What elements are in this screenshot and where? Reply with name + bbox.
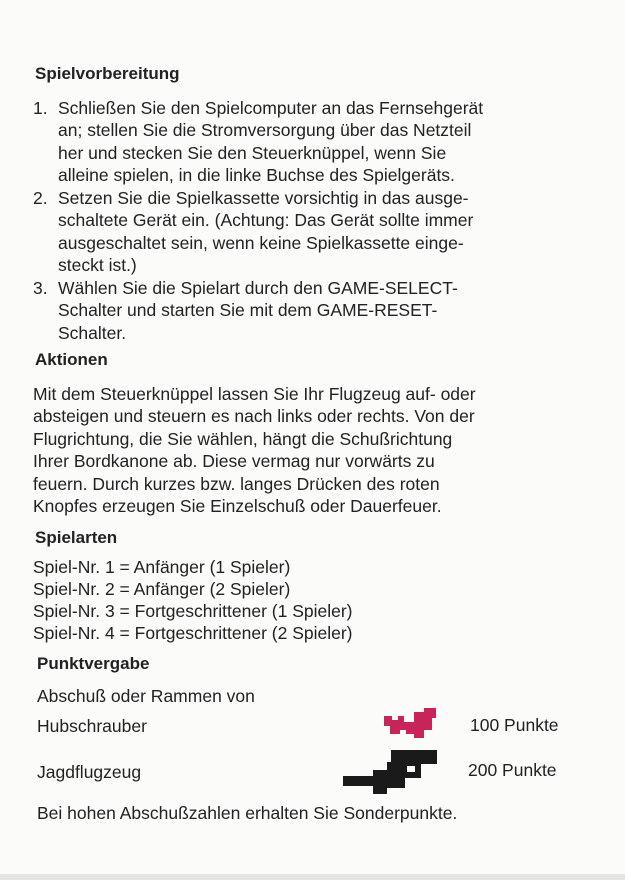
points-jagdflugzeug: 200 Punkte bbox=[468, 760, 557, 780]
aktionen-line: Mit dem Steuerknüppel lassen Sie Ihr Flugzeug auf- oder bbox=[33, 384, 476, 404]
item-2-line: ausgeschaltet sein, wenn keine Spielkassette einge- bbox=[58, 233, 464, 253]
aktionen-line: feuern. Durch kurzes bzw. langes Drücken des roten bbox=[33, 474, 440, 494]
heading-spielarten: Spielarten bbox=[35, 528, 118, 547]
aktionen-line: Flugrichtung, die Sie wählen, hängt die Schußrichtung bbox=[33, 429, 453, 449]
item-1-line: Schließen Sie den Spielcomputer an das Fernsehgerät bbox=[58, 98, 484, 118]
spielart-line: Spiel-Nr. 1 = Anfänger (1 Spieler) bbox=[33, 557, 291, 577]
spielart-line: Spiel-Nr. 2 = Anfänger (2 Spieler) bbox=[33, 579, 291, 599]
punkte-footer: Bei hohen Abschußzahlen erhalten Sie Sonderpunkte. bbox=[37, 803, 458, 823]
helicopter-sprite-icon bbox=[384, 708, 440, 742]
heading-punktvergabe: Punktvergabe bbox=[37, 654, 150, 673]
item-1-line: an; stellen Sie die Stromversorgung über das Netzteil bbox=[58, 120, 472, 140]
spielart-line: Spiel-Nr. 4 = Fortgeschrittener (2 Spieler) bbox=[33, 623, 353, 643]
heading-aktionen: Aktionen bbox=[35, 350, 108, 369]
spielart-line: Spiel-Nr. 3 = Fortgeschrittener (1 Spieler) bbox=[33, 601, 353, 621]
page-bottom-edge bbox=[0, 874, 625, 880]
item-3-line: Schalter. bbox=[58, 323, 127, 343]
item-3-line: Wählen Sie die Spielart durch den GAME-SELECT- bbox=[58, 278, 458, 298]
item-1-line: her und stecken Sie den Steuerknüppel, wenn Sie bbox=[58, 143, 447, 163]
jet-sprite-icon bbox=[343, 750, 443, 794]
aktionen-line: Ihrer Bordkanone ab. Diese vermag nur vorwärts zu bbox=[33, 451, 435, 471]
target-label-hubschrauber: Hubschrauber bbox=[37, 716, 147, 736]
item-number: 3. bbox=[33, 278, 48, 298]
item-2-line: schaltete Gerät ein. (Achtung: Das Gerät sollte immer bbox=[58, 210, 474, 230]
item-2-line: steckt ist.) bbox=[58, 255, 137, 275]
aktionen-line: absteigen und steuern es nach links oder rechts. Von der bbox=[33, 406, 475, 426]
item-1-line: alleine spielen, in die linke Buchse des Spielgeräts. bbox=[58, 165, 455, 185]
punkte-intro: Abschuß oder Rammen von bbox=[37, 686, 255, 706]
points-hubschrauber: 100 Punkte bbox=[470, 715, 559, 735]
item-3-line: Schalter und starten Sie mit dem GAME-RESET- bbox=[58, 300, 438, 320]
heading-spielvorbereitung: Spielvorbereitung bbox=[35, 64, 180, 83]
aktionen-line: Knopfes erzeugen Sie Einzelschuß oder Dauerfeuer. bbox=[33, 496, 442, 516]
item-2-line: Setzen Sie die Spielkassette vorsichtig in das ausge- bbox=[58, 188, 469, 208]
item-number: 1. bbox=[33, 98, 48, 118]
item-number: 2. bbox=[33, 188, 48, 208]
target-label-jagdflugzeug: Jagdflugzeug bbox=[37, 762, 142, 782]
